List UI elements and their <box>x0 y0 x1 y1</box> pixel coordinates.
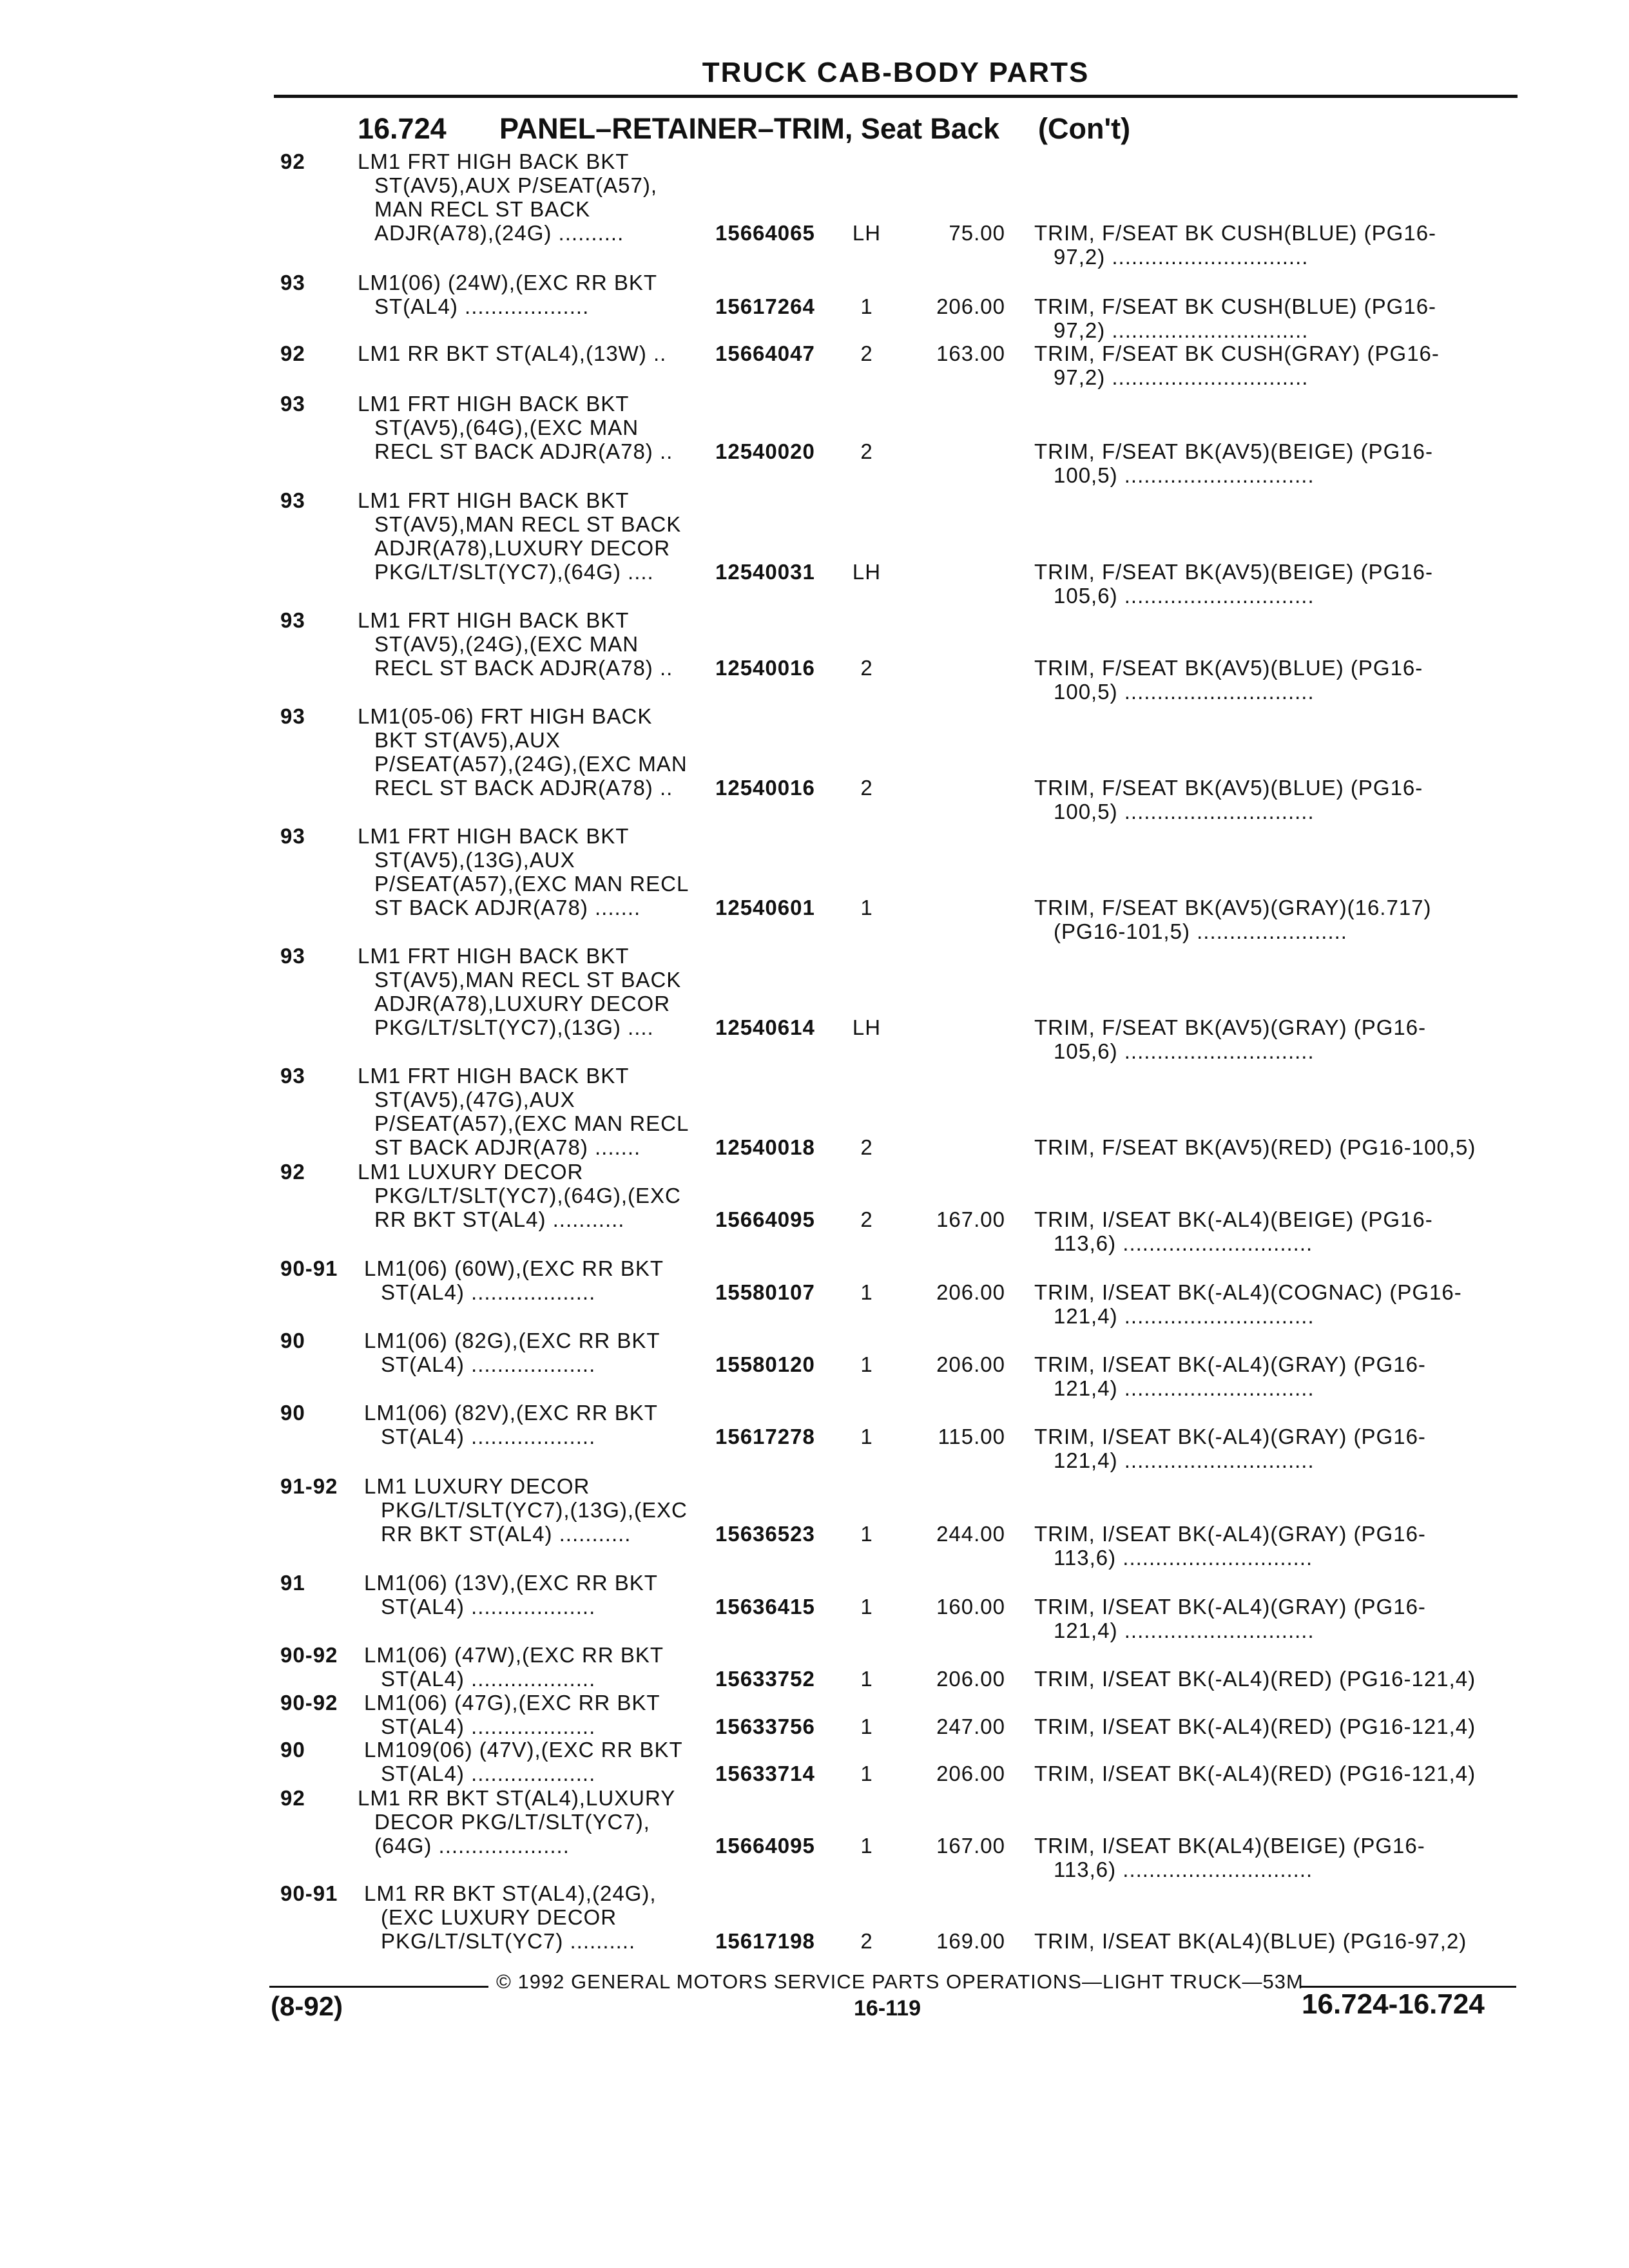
figure-number: 92 <box>280 341 305 365</box>
part-description <box>364 1691 725 1738</box>
remark-line: TRIM, F/SEAT BK(AV5)(BLUE) (PG16- <box>1034 776 1423 800</box>
description-line: PKG/LT/SLT(YC7),(64G),(EXC <box>374 1184 681 1207</box>
remark-line: TRIM, I/SEAT BK(-AL4)(GRAY) (PG16- <box>1034 1425 1426 1448</box>
section-number: 16.724 <box>358 112 447 145</box>
description-line: (64G) .................... <box>374 1834 570 1858</box>
remarks <box>1034 439 1514 487</box>
price: 167.00 <box>936 1207 1005 1231</box>
description-line: ST(AV5),(47G),AUX <box>374 1088 575 1111</box>
quantity: 2 <box>860 341 873 365</box>
description-line: ST(AV5),(13G),AUX <box>374 848 575 872</box>
part-number: 12540614 <box>715 1015 815 1039</box>
section-title: PANEL–RETAINER–TRIM, Seat Back <box>499 112 1000 145</box>
price: 169.00 <box>936 1929 1005 1953</box>
price: 75.00 <box>949 221 1005 245</box>
description-line: LM1 FRT HIGH BACK BKT <box>358 1064 630 1088</box>
part-description <box>358 488 718 584</box>
description-line: LM1 LUXURY DECOR <box>358 1160 584 1184</box>
quantity: LH <box>852 560 882 584</box>
figure-number: 93 <box>280 488 305 512</box>
description-line: ST(AL4) ................... <box>381 1715 596 1738</box>
price: 206.00 <box>936 294 1005 318</box>
part-description <box>364 1571 725 1619</box>
remark-line: TRIM, F/SEAT BK(AV5)(GRAY) (PG16- <box>1034 1015 1427 1039</box>
remarks <box>1034 1522 1514 1570</box>
quantity: 1 <box>860 1352 873 1376</box>
quantity: 1 <box>860 1715 873 1738</box>
quantity: 2 <box>860 439 873 463</box>
part-description <box>358 1160 718 1231</box>
quantity: 1 <box>860 294 873 318</box>
description-line: LM1(05-06) FRT HIGH BACK <box>358 704 653 728</box>
remark-line: TRIM, I/SEAT BK(-AL4)(RED) (PG16-121,4) <box>1034 1667 1476 1691</box>
part-description <box>358 944 718 1039</box>
part-description <box>364 1256 725 1304</box>
description-line: RECL ST BACK ADJR(A78) .. <box>374 776 673 800</box>
description-line: LM109(06) (47V),(EXC RR BKT <box>364 1738 683 1762</box>
description-line: RECL ST BACK ADJR(A78) .. <box>374 656 673 680</box>
part-number: 12540601 <box>715 896 815 919</box>
quantity: 2 <box>860 776 873 800</box>
description-line: LM1(06) (47G),(EXC RR BKT <box>364 1691 660 1715</box>
remark-line: TRIM, F/SEAT BK(AV5)(BEIGE) (PG16- <box>1034 560 1433 584</box>
footer-section-range: 16.724-16.724 <box>1302 1988 1485 2020</box>
figure-number: 90 <box>280 1329 305 1352</box>
footer-rule-left <box>269 1986 488 1988</box>
remark-line: TRIM, F/SEAT BK CUSH(GRAY) (PG16- <box>1034 341 1440 365</box>
part-description <box>358 704 718 800</box>
remark-line: 105,6) ............................. <box>1054 1039 1315 1063</box>
description-line: LM1 FRT HIGH BACK BKT <box>358 824 630 848</box>
remarks <box>1034 1834 1514 1881</box>
remark-line: 113,6) ............................. <box>1054 1858 1313 1881</box>
description-line: P/SEAT(A57),(EXC MAN RECL <box>374 872 689 896</box>
description-line: LM1(06) (13V),(EXC RR BKT <box>364 1571 658 1595</box>
part-number: 15617278 <box>715 1425 815 1448</box>
description-line: ST(AV5),AUX P/SEAT(A57), <box>374 173 658 197</box>
figure-number: 90 <box>280 1401 305 1425</box>
part-description <box>364 1329 725 1376</box>
figure-number: 90-92 <box>280 1643 338 1667</box>
part-description <box>364 1474 725 1546</box>
description-line: LM1(06) (60W),(EXC RR BKT <box>364 1256 664 1280</box>
description-line: P/SEAT(A57),(EXC MAN RECL <box>374 1111 689 1135</box>
remark-line: TRIM, F/SEAT BK(AV5)(GRAY)(16.717) <box>1034 896 1432 919</box>
footer-rule-right <box>1300 1986 1516 1988</box>
price: 247.00 <box>936 1715 1005 1738</box>
remark-line: 113,6) ............................. <box>1054 1231 1313 1255</box>
description-line: LM1(06) (47W),(EXC RR BKT <box>364 1643 664 1667</box>
figure-number: 92 <box>280 1786 305 1810</box>
description-line: ST(AL4) ................... <box>381 1595 596 1619</box>
quantity: 1 <box>860 1595 873 1619</box>
price: 160.00 <box>936 1595 1005 1619</box>
part-description <box>364 1643 725 1691</box>
description-line: ST BACK ADJR(A78) ....... <box>374 1135 641 1159</box>
part-description <box>358 1064 718 1159</box>
description-line: MAN RECL ST BACK <box>374 197 591 221</box>
description-line: (EXC LUXURY DECOR <box>381 1905 617 1929</box>
remark-line: 100,5) ............................. <box>1054 680 1315 704</box>
remark-line: TRIM, I/SEAT BK(-AL4)(COGNAC) (PG16- <box>1034 1280 1462 1304</box>
part-number: 15617264 <box>715 294 815 318</box>
remark-line: TRIM, I/SEAT BK(-AL4)(GRAY) (PG16- <box>1034 1352 1426 1376</box>
price: 163.00 <box>936 341 1005 365</box>
description-line: LM1 RR BKT ST(AL4),(13W) .. <box>358 341 667 365</box>
remarks <box>1034 1667 1514 1691</box>
quantity: 1 <box>860 1667 873 1691</box>
description-line: DECOR PKG/LT/SLT(YC7), <box>374 1810 650 1834</box>
part-number: 15633756 <box>715 1715 815 1738</box>
section-continued: (Con't) <box>1038 112 1131 145</box>
figure-number: 90-91 <box>280 1881 338 1905</box>
remarks <box>1034 560 1514 608</box>
part-number: 15636523 <box>715 1522 815 1546</box>
remark-line: TRIM, I/SEAT BK(-AL4)(GRAY) (PG16- <box>1034 1595 1426 1619</box>
figure-number: 93 <box>280 824 305 848</box>
description-line: ST(AV5),MAN RECL ST BACK <box>374 512 682 536</box>
part-description <box>358 824 718 919</box>
description-line: PKG/LT/SLT(YC7),(13G),(EXC <box>381 1498 688 1522</box>
remark-line: TRIM, I/SEAT BK(-AL4)(RED) (PG16-121,4) <box>1034 1715 1476 1738</box>
quantity: 1 <box>860 1834 873 1858</box>
page-header: TRUCK CAB-BODY PARTS <box>702 57 1090 88</box>
part-number: 15580107 <box>715 1280 815 1304</box>
footer-date: (8-92) <box>271 1991 343 2021</box>
remark-line: 121,4) ............................. <box>1054 1304 1315 1328</box>
part-number: 15664065 <box>715 221 815 245</box>
figure-number: 93 <box>280 1064 305 1088</box>
quantity: 2 <box>860 1929 873 1953</box>
price: 206.00 <box>936 1352 1005 1376</box>
description-line: RECL ST BACK ADJR(A78) .. <box>374 439 673 463</box>
description-line: ADJR(A78),LUXURY DECOR <box>374 536 671 560</box>
part-number: 12540020 <box>715 439 815 463</box>
price: 206.00 <box>936 1280 1005 1304</box>
remark-line: TRIM, F/SEAT BK(AV5)(BLUE) (PG16- <box>1034 656 1423 680</box>
figure-number: 90-92 <box>280 1691 338 1715</box>
part-description <box>358 1786 718 1858</box>
description-line: ST(AL4) ................... <box>381 1352 596 1376</box>
remarks <box>1034 1762 1514 1785</box>
part-number: 15580120 <box>715 1352 815 1376</box>
remark-line: 100,5) ............................. <box>1054 463 1315 487</box>
remark-line: TRIM, F/SEAT BK(AV5)(RED) (PG16-100,5) <box>1034 1135 1476 1159</box>
figure-number: 93 <box>280 271 305 294</box>
description-line: ST BACK ADJR(A78) ....... <box>374 896 641 919</box>
remark-line: TRIM, I/SEAT BK(AL4)(BEIGE) (PG16- <box>1034 1834 1425 1858</box>
figure-number: 93 <box>280 944 305 968</box>
remark-line: 97,2) .............................. <box>1054 245 1309 269</box>
part-description <box>358 341 718 365</box>
description-line: RR BKT ST(AL4) ........... <box>374 1207 625 1231</box>
figure-number: 93 <box>280 392 305 416</box>
quantity: LH <box>852 1015 882 1039</box>
part-number: 15664095 <box>715 1207 815 1231</box>
part-number: 15633752 <box>715 1667 815 1691</box>
remark-line: 105,6) ............................. <box>1054 584 1315 608</box>
description-line: LM1 FRT HIGH BACK BKT <box>358 608 630 632</box>
remarks <box>1034 1352 1514 1400</box>
figure-number: 90 <box>280 1738 305 1762</box>
remark-line: TRIM, F/SEAT BK CUSH(BLUE) (PG16- <box>1034 294 1437 318</box>
remark-line: TRIM, F/SEAT BK(AV5)(BEIGE) (PG16- <box>1034 439 1433 463</box>
footer-copyright: © 1992 GENERAL MOTORS SERVICE PARTS OPERATIONS—LIGHT TRUCK—53M <box>496 1970 1304 1993</box>
part-number: 15633714 <box>715 1762 815 1785</box>
remark-line: 100,5) ............................. <box>1054 800 1315 823</box>
description-line: LM1(06) (82G),(EXC RR BKT <box>364 1329 660 1352</box>
remark-line: TRIM, I/SEAT BK(-AL4)(RED) (PG16-121,4) <box>1034 1762 1476 1785</box>
remarks <box>1034 1929 1514 1953</box>
description-line: LM1 LUXURY DECOR <box>364 1474 590 1498</box>
description-line: PKG/LT/SLT(YC7),(64G) .... <box>374 560 654 584</box>
footer-page-number: 16-119 <box>854 1996 921 2021</box>
description-line: P/SEAT(A57),(24G),(EXC MAN <box>374 752 688 776</box>
quantity: 2 <box>860 1135 873 1159</box>
description-line: ST(AL4) ................... <box>381 1762 596 1785</box>
remarks <box>1034 1715 1514 1738</box>
remarks <box>1034 1280 1514 1328</box>
remark-line: TRIM, I/SEAT BK(-AL4)(GRAY) (PG16- <box>1034 1522 1426 1546</box>
remarks <box>1034 776 1514 823</box>
quantity: 2 <box>860 1207 873 1231</box>
part-number: 12540018 <box>715 1135 815 1159</box>
part-description <box>364 1401 725 1448</box>
part-description <box>358 608 718 680</box>
remark-line: TRIM, I/SEAT BK(-AL4)(BEIGE) (PG16- <box>1034 1207 1433 1231</box>
description-line: ST(AV5),MAN RECL ST BACK <box>374 968 682 992</box>
description-line: ST(AL4) ................... <box>374 294 590 318</box>
quantity: 1 <box>860 1762 873 1785</box>
figure-number: 92 <box>280 149 305 173</box>
remarks <box>1034 1015 1514 1063</box>
description-line: LM1(06) (82V),(EXC RR BKT <box>364 1401 658 1425</box>
description-line: LM1 RR BKT ST(AL4),LUXURY <box>358 1786 676 1810</box>
description-line: BKT ST(AV5),AUX <box>374 728 561 752</box>
price: 167.00 <box>936 1834 1005 1858</box>
remark-line: 121,4) ............................. <box>1054 1376 1315 1400</box>
remark-line: 97,2) .............................. <box>1054 365 1309 389</box>
quantity: 1 <box>860 1522 873 1546</box>
description-line: RR BKT ST(AL4) ........... <box>381 1522 631 1546</box>
part-number: 12540016 <box>715 776 815 800</box>
price: 115.00 <box>938 1425 1005 1448</box>
quantity: 1 <box>860 1280 873 1304</box>
price: 206.00 <box>936 1667 1005 1691</box>
part-number: 12540031 <box>715 560 815 584</box>
description-line: ST(AV5),(64G),(EXC MAN <box>374 416 639 439</box>
part-number: 15636415 <box>715 1595 815 1619</box>
part-number: 15617198 <box>715 1929 815 1953</box>
remark-line: (PG16-101,5) ....................... <box>1054 919 1347 943</box>
part-number: 12540016 <box>715 656 815 680</box>
remarks <box>1034 341 1514 389</box>
description-line: PKG/LT/SLT(YC7) .......... <box>381 1929 636 1953</box>
price: 206.00 <box>936 1762 1005 1785</box>
figure-number: 90-91 <box>280 1256 338 1280</box>
description-line: LM1 FRT HIGH BACK BKT <box>358 488 630 512</box>
figure-number: 92 <box>280 1160 305 1184</box>
figure-number: 93 <box>280 704 305 728</box>
remark-line: 121,4) ............................. <box>1054 1448 1315 1472</box>
quantity: 1 <box>860 1425 873 1448</box>
description-line: LM1(06) (24W),(EXC RR BKT <box>358 271 658 294</box>
figure-number: 91 <box>280 1571 305 1595</box>
quantity: 1 <box>860 896 873 919</box>
remarks <box>1034 294 1514 342</box>
description-line: ST(AL4) ................... <box>381 1280 596 1304</box>
remark-line: 97,2) .............................. <box>1054 318 1309 342</box>
remarks <box>1034 221 1514 269</box>
quantity: 2 <box>860 656 873 680</box>
description-line: ST(AL4) ................... <box>381 1667 596 1691</box>
remark-line: 113,6) ............................. <box>1054 1546 1313 1570</box>
remarks <box>1034 1135 1514 1159</box>
description-line: ADJR(A78),(24G) .......... <box>374 221 624 245</box>
remark-line: 121,4) ............................. <box>1054 1619 1315 1642</box>
part-description <box>364 1881 725 1953</box>
part-number: 15664095 <box>715 1834 815 1858</box>
part-description <box>358 392 718 463</box>
remark-line: TRIM, F/SEAT BK CUSH(BLUE) (PG16- <box>1034 221 1437 245</box>
remarks <box>1034 1425 1514 1472</box>
remarks <box>1034 896 1514 943</box>
description-line: ST(AV5),(24G),(EXC MAN <box>374 632 639 656</box>
part-description <box>358 271 718 318</box>
price: 244.00 <box>936 1522 1005 1546</box>
quantity: LH <box>852 221 882 245</box>
description-line: ST(AL4) ................... <box>381 1425 596 1448</box>
part-description <box>364 1738 725 1785</box>
remarks <box>1034 1207 1514 1255</box>
description-line: LM1 FRT HIGH BACK BKT <box>358 149 630 173</box>
remarks <box>1034 1595 1514 1642</box>
description-line: LM1 RR BKT ST(AL4),(24G), <box>364 1881 657 1905</box>
remarks <box>1034 656 1514 704</box>
description-line: LM1 FRT HIGH BACK BKT <box>358 944 630 968</box>
part-description <box>358 149 718 245</box>
figure-number: 91-92 <box>280 1474 338 1498</box>
part-number: 15664047 <box>715 341 815 365</box>
description-line: PKG/LT/SLT(YC7),(13G) .... <box>374 1015 654 1039</box>
description-line: ADJR(A78),LUXURY DECOR <box>374 992 671 1015</box>
figure-number: 93 <box>280 608 305 632</box>
remark-line: TRIM, I/SEAT BK(AL4)(BLUE) (PG16-97,2) <box>1034 1929 1467 1953</box>
description-line: LM1 FRT HIGH BACK BKT <box>358 392 630 416</box>
